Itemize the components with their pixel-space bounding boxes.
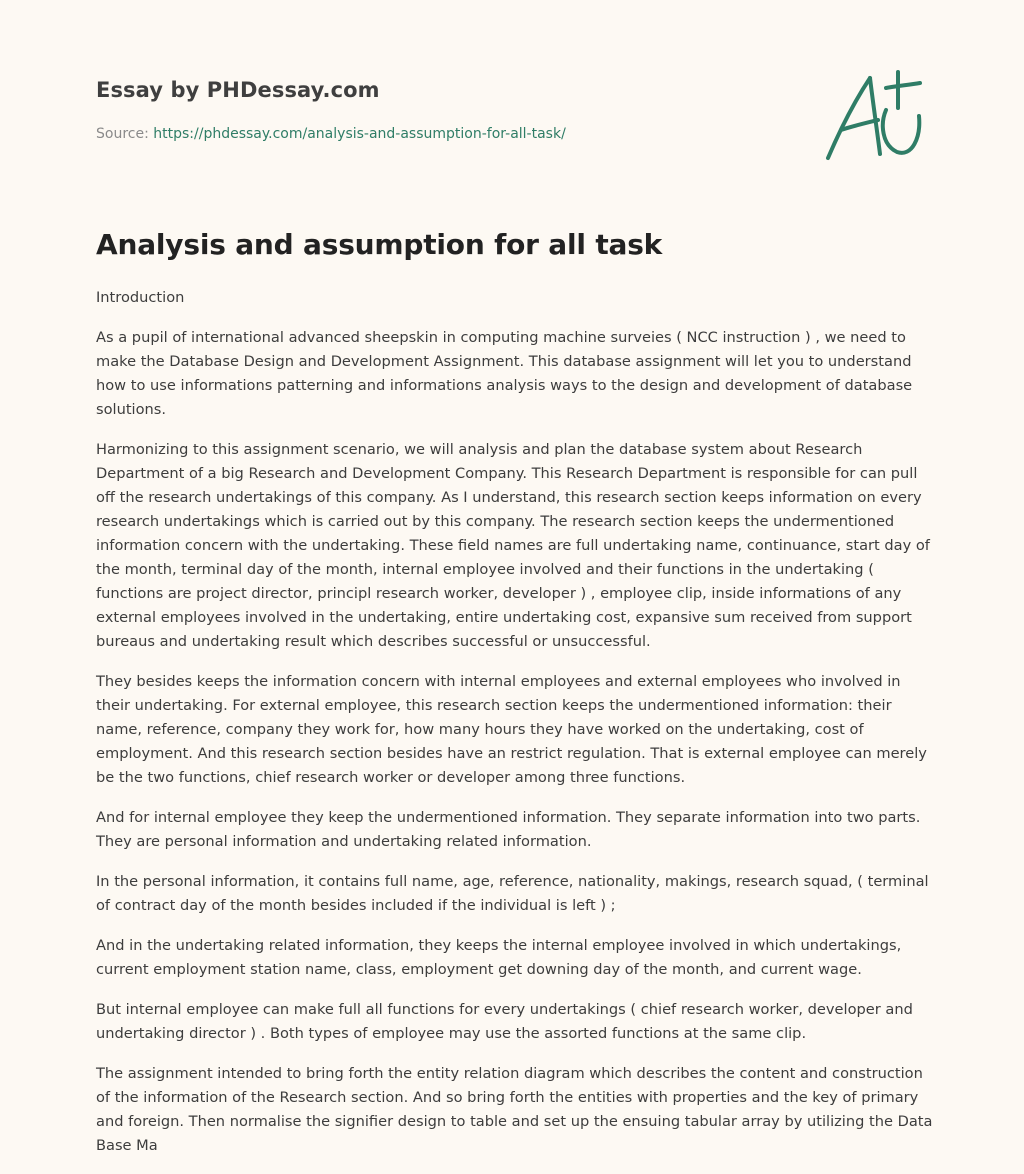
paragraph: Introduction [96,289,185,306]
paragraph: And in the undertaking related information, they keeps the internal employee involved in which undertakings, current employment station name, class, employment get downing day of the month, and current wage. [96,937,902,978]
essay-body [96,286,936,1174]
source-label: Source: [96,126,149,142]
a-plus-logo-icon [822,68,928,166]
paragraph: In the personal information, it contains full name, age, reference, nationality, makings, research squad, ( terminal of contract day of the month besides included if the individual is left ) ; [96,873,929,914]
paragraph: They besides keeps the information concern with internal employees and external employees who involved in their undertaking. For external employee, this research section keeps the undermentioned information: their name, reference, company they work for, how many hours they have worked on the undertaking, cost of employment. And this research section besides have an restrict regulation. That is external employee can merely be the two functions, chief research worker or developer among three functions. [96,673,927,786]
paragraph: As a pupil of international advanced sheepskin in computing machine surveies ( NCC instruction ) , we need to make the Database Design and Development Assignment. This database assignment will let you to understand how to use informations patterning and informations analysis ways to the design and development of database solutions. [96,329,913,418]
source-link[interactable]: https://phdessay.com/analysis-and-assumption-for-all-task/ [153,126,566,142]
paragraph: Harmonizing to this assignment scenario, we will analysis and plan the database system about Research Department of a big Research and Development Company. This Research Department is responsible for can pull off the research undertakings of this company. As I understand, this research section keeps information on every research undertakings which is carried out by this company. The research section keeps the undermentioned information concern with the undertaking. These field names are full undertaking name, continuance, start day of the month, terminal day of the month, internal employee involved and their functions in the undertaking ( functions are project director, principl research worker, developer ) , employee clip, inside informations of any external employees involved in the undertaking, entire undertaking cost, expansive sum received from support bureaus and undertaking result which describes successful or unsuccessful. [96,441,930,650]
paragraph: And for internal employee they keep the undermentioned information. They separate information into two parts. They are personal information and undertaking related information. [96,809,921,850]
paragraph: The assignment intended to bring forth the entity relation diagram which describes the content and construction of the information of the Research section. And so bring forth the entities with properties and the key of primary and foreign. Then normalise the signifier design to table and set up the ensuing tabular array by utilizing the Data Base Ma [96,1065,933,1154]
site-header [96,76,796,144]
paragraph: But internal employee can make full all functions for every undertakings ( chief research worker, developer and undertaking director ) . Both types of employee may use the assorted functions at the same clip. [96,1001,913,1042]
essay-title: Analysis and assumption for all task [96,228,663,261]
source-line [96,124,796,144]
site-brand: Essay by PHDessay.com [96,78,380,102]
